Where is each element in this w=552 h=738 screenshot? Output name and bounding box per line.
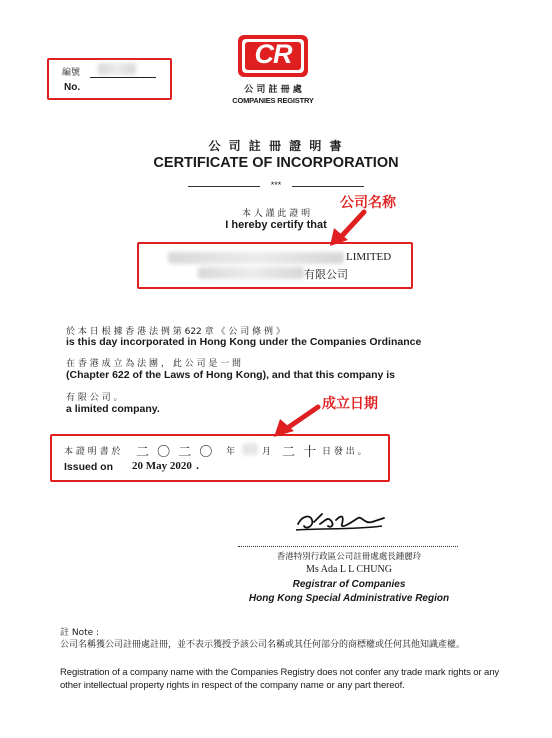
title-rule-right [292, 186, 364, 187]
body-line3-en: a limited company. [66, 403, 160, 415]
number-underline [90, 77, 156, 78]
registrar-name-en: Ms Ada L L CHUNG [306, 564, 392, 575]
redacted-company-name-cn [198, 267, 304, 279]
number-label-en: No. [64, 82, 81, 93]
body-line3-cn: 有 限 公 司 。 [66, 393, 123, 403]
issued-date-en: 20 May 2020 [132, 460, 192, 472]
registrar-role-en: Registrar of Companies [292, 579, 406, 590]
annotation-company-name: 公司名称 [340, 195, 396, 211]
annotation-incorporation-date: 成立日期 [322, 396, 378, 412]
note-text-cn: 公司名稱獲公司註冊處註冊，並不表示獲授予該公司名稱或其任何部分的商標權或任何其他知識產權。 [60, 640, 466, 650]
registry-name-en: COMPANIES REGISTRY [232, 96, 314, 105]
redacted-issue-month [243, 443, 257, 455]
issued-suffix-cn: 日 發 出 。 [322, 447, 367, 457]
registry-name-cn: 公 司 註 冊 處 [244, 85, 302, 95]
certify-text-en: I hereby certify that [225, 219, 327, 231]
note-label: 註 Note : [60, 628, 100, 638]
title-rule-left [188, 186, 260, 187]
registrar-title-cn: 香港特別行政區公司註冊處處長鍾麗玲 [276, 552, 422, 562]
issued-prefix-cn: 本 證 明 書 於 [64, 447, 121, 457]
body-line1-cn: 於 本 日 根 據 香 港 法 例 第 622 章 《 公 司 條 例 》 [66, 327, 285, 337]
note-text-en: Registration of a company name with the Companies Registry does not confer any trade mark rights or any other intellectual property rights in respect of the company name or any part thereof. [60, 667, 500, 691]
issued-label-en: Issued on [64, 461, 114, 473]
body-line1-en: is this day incorporated in Hong Kong under the Companies Ordinance [66, 336, 422, 348]
certify-text-cn: 本 人 謹 此 證 明 [241, 209, 311, 219]
logo-cr-text: CR [254, 39, 292, 69]
issued-month-unit-cn: 月 [262, 447, 272, 457]
redacted-company-name-en [168, 252, 344, 264]
certificate-title-en: CERTIFICATE OF INCORPORATION [153, 155, 399, 171]
companies-registry-logo [238, 35, 308, 77]
body-line2-en: (Chapter 622 of the Laws of Hong Kong), and that this company is [66, 369, 396, 381]
number-label-cn: 編號 [62, 68, 81, 78]
company-name-cn-suffix: 有限公司 [304, 268, 348, 281]
redacted-number [98, 63, 136, 75]
issued-year-unit-cn: 年 [226, 447, 236, 457]
title-ornament: *** [270, 180, 282, 190]
registrar-region-en: Hong Kong Special Administrative Region [248, 593, 450, 604]
body-line2-cn: 在 香 港 成 立 為 法 團 ， 此 公 司 是 一 間 [66, 359, 242, 369]
company-name-highlight-box [137, 242, 413, 289]
certificate-title-cn: 公 司 註 冊 證 明 書 [208, 139, 344, 153]
issued-year-cn: 二 〇 二 〇 [136, 445, 215, 460]
signature-dotted-line [238, 546, 458, 547]
company-name-en-suffix: LIMITED [346, 251, 392, 263]
issued-day-cn: 二 十 [282, 445, 319, 460]
issued-date-period: . [196, 460, 200, 472]
issued-date-highlight-box [50, 434, 390, 482]
registrar-signature [292, 506, 388, 536]
